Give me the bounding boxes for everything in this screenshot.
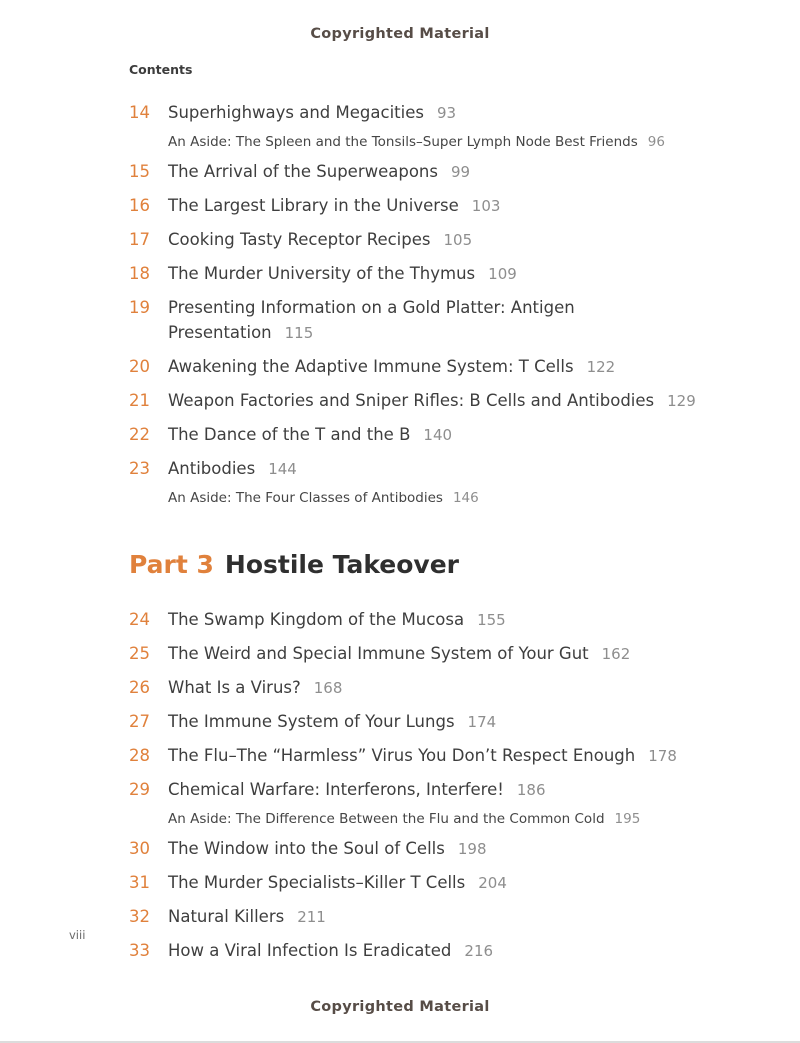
chapter-line [168, 422, 745, 448]
entry-body [168, 709, 745, 735]
chapter-page: 174 [467, 713, 497, 731]
contents-heading: Contents [129, 62, 193, 77]
chapter-page: 168 [313, 679, 343, 697]
toc-entry [129, 743, 745, 769]
chapter-number: 21 [129, 391, 150, 410]
chapter-page: 103 [471, 197, 501, 215]
chapter-page: 186 [516, 781, 546, 799]
entry-body [168, 743, 745, 769]
chapter-title: What Is a Virus? [168, 678, 301, 697]
chapter-title: The Immune System of Your Lungs [168, 712, 455, 731]
aside-page: 96 [647, 134, 665, 150]
toc-entry [129, 422, 745, 448]
toc-entry [129, 777, 745, 828]
chapter-line [168, 675, 745, 701]
chapter-number: 25 [129, 644, 150, 663]
chapter-page: 99 [450, 163, 471, 181]
chapter-number: 29 [129, 780, 150, 799]
toc-entry [129, 388, 745, 414]
chapter-title: The Window into the Soul of Cells [168, 839, 445, 858]
chapter-line [168, 641, 745, 667]
aside-title: An Aside: The Four Classes of Antibodies [168, 490, 443, 506]
chapter-page: 144 [268, 460, 297, 478]
toc-list [129, 100, 745, 972]
chapter-title: The Arrival of the Superweapons [168, 162, 438, 181]
entry-body [168, 261, 745, 287]
toc-entry [129, 159, 745, 185]
entry-body [168, 100, 745, 151]
chapter-number: 30 [129, 839, 150, 858]
toc-entry [129, 870, 745, 896]
entry-body [168, 422, 745, 448]
chapter-title: Antibodies [168, 459, 256, 478]
chapter-title: Weapon Factories and Sniper Rifles: B Cells and Antibodies [168, 391, 655, 410]
chapter-line [168, 295, 745, 346]
toc-entry [129, 100, 745, 151]
aside-title: An Aside: The Difference Between the Flu and the Common Cold [168, 811, 605, 827]
chapter-number: 31 [129, 873, 150, 892]
chapter-number: 16 [129, 196, 150, 215]
toc-entry [129, 354, 745, 380]
toc-entry [129, 938, 745, 964]
toc-entry [129, 261, 745, 287]
toc-entry [129, 836, 745, 862]
aside-row [168, 133, 745, 151]
chapter-page: 204 [478, 874, 507, 892]
chapter-page: 211 [297, 908, 326, 926]
entry-body [168, 777, 745, 828]
chapter-page: 93 [436, 104, 457, 122]
chapter-number: 14 [129, 103, 150, 122]
chapter-title: The Swamp Kingdom of the Mucosa [168, 610, 465, 629]
chapter-line [168, 607, 745, 633]
toc-entry [129, 295, 745, 346]
chapter-title: The Largest Library in the Universe [168, 196, 459, 215]
entry-body [168, 836, 745, 862]
chapter-number: 28 [129, 746, 150, 765]
entry-body [168, 641, 745, 667]
part-title: Hostile Takeover [224, 550, 460, 579]
toc-entry [129, 709, 745, 735]
chapter-page: 198 [457, 840, 487, 858]
chapter-line [168, 261, 745, 287]
aside-page: 195 [614, 811, 641, 827]
chapter-line [168, 777, 745, 803]
part-heading [129, 549, 745, 581]
chapter-title: The Weird and Special Immune System of Your Gut [168, 644, 589, 663]
chapter-number: 23 [129, 459, 150, 478]
chapter-line [168, 100, 745, 126]
chapter-line [168, 227, 745, 253]
chapter-page: 105 [443, 231, 473, 249]
entry-body [168, 675, 745, 701]
chapter-line [168, 388, 745, 414]
chapter-page: 122 [586, 358, 616, 376]
chapter-title: Awakening the Adaptive Immune System: T Cells [168, 357, 574, 376]
toc-entry [129, 904, 745, 930]
chapter-line [168, 938, 745, 964]
chapter-line [168, 709, 745, 735]
chapter-line [168, 836, 745, 862]
entry-body [168, 388, 745, 414]
entry-body [168, 870, 745, 896]
entry-body [168, 193, 745, 219]
chapter-title: Superhighways and Megacities [168, 103, 424, 122]
entry-body [168, 354, 745, 380]
toc-entry [129, 641, 745, 667]
chapter-line [168, 870, 745, 896]
chapter-page: 109 [488, 265, 517, 283]
entry-body [168, 904, 745, 930]
page-folio: viii [69, 928, 86, 942]
copyright-notice-bottom: Copyrighted Material [310, 999, 490, 1015]
chapter-number: 15 [129, 162, 150, 181]
entry-body [168, 938, 745, 964]
chapter-title: The Flu–The “Harmless” Virus You Don’t Respect Enough [168, 746, 636, 765]
toc-entry [129, 607, 745, 633]
chapter-line [168, 904, 745, 930]
chapter-title: The Dance of the T and the B [168, 425, 411, 444]
entry-body [168, 227, 745, 253]
entry-body [168, 607, 745, 633]
chapter-number: 32 [129, 907, 150, 926]
toc-entry [129, 227, 745, 253]
chapter-title: How a Viral Infection Is Eradicated [168, 941, 452, 960]
chapter-page: 162 [601, 645, 631, 663]
chapter-page: 115 [284, 324, 314, 342]
aside-row [168, 489, 745, 507]
chapter-line [168, 159, 745, 185]
chapter-number: 19 [129, 298, 150, 317]
chapter-page: 129 [667, 392, 696, 410]
chapter-number: 20 [129, 357, 150, 376]
toc-entry [129, 193, 745, 219]
aside-row [168, 810, 745, 828]
chapter-title: The Murder University of the Thymus [168, 264, 476, 283]
chapter-page: 178 [648, 747, 677, 765]
chapter-page: 155 [477, 611, 506, 629]
copyright-notice-top: Copyrighted Material [310, 26, 490, 42]
chapter-title: Presenting Information on a Gold Platter: Antigen Presentation [168, 298, 575, 342]
toc-entry [129, 456, 745, 507]
chapter-title: Chemical Warfare: Interferons, Interfere! [168, 780, 504, 799]
toc-entry [129, 675, 745, 701]
aside-page: 146 [452, 490, 479, 506]
chapter-line [168, 743, 745, 769]
aside-title: An Aside: The Spleen and the Tonsils–Super Lymph Node Best Friends [168, 134, 638, 150]
chapter-number: 18 [129, 264, 150, 283]
chapter-title: The Murder Specialists–Killer T Cells [168, 873, 466, 892]
chapter-number: 24 [129, 610, 150, 629]
chapter-page: 140 [423, 426, 453, 444]
chapter-number: 27 [129, 712, 150, 731]
chapter-line [168, 193, 745, 219]
chapter-line [168, 456, 745, 482]
chapter-number: 26 [129, 678, 150, 697]
chapter-page: 216 [464, 942, 494, 960]
chapter-title: Cooking Tasty Receptor Recipes [168, 230, 431, 249]
chapter-title: Natural Killers [168, 907, 285, 926]
entry-body [168, 159, 745, 185]
chapter-number: 22 [129, 425, 150, 444]
entry-body [168, 295, 745, 346]
part-label: Part 3 [129, 550, 214, 579]
chapter-number: 33 [129, 941, 150, 960]
chapter-line [168, 354, 745, 380]
chapter-number: 17 [129, 230, 150, 249]
entry-body [168, 456, 745, 507]
